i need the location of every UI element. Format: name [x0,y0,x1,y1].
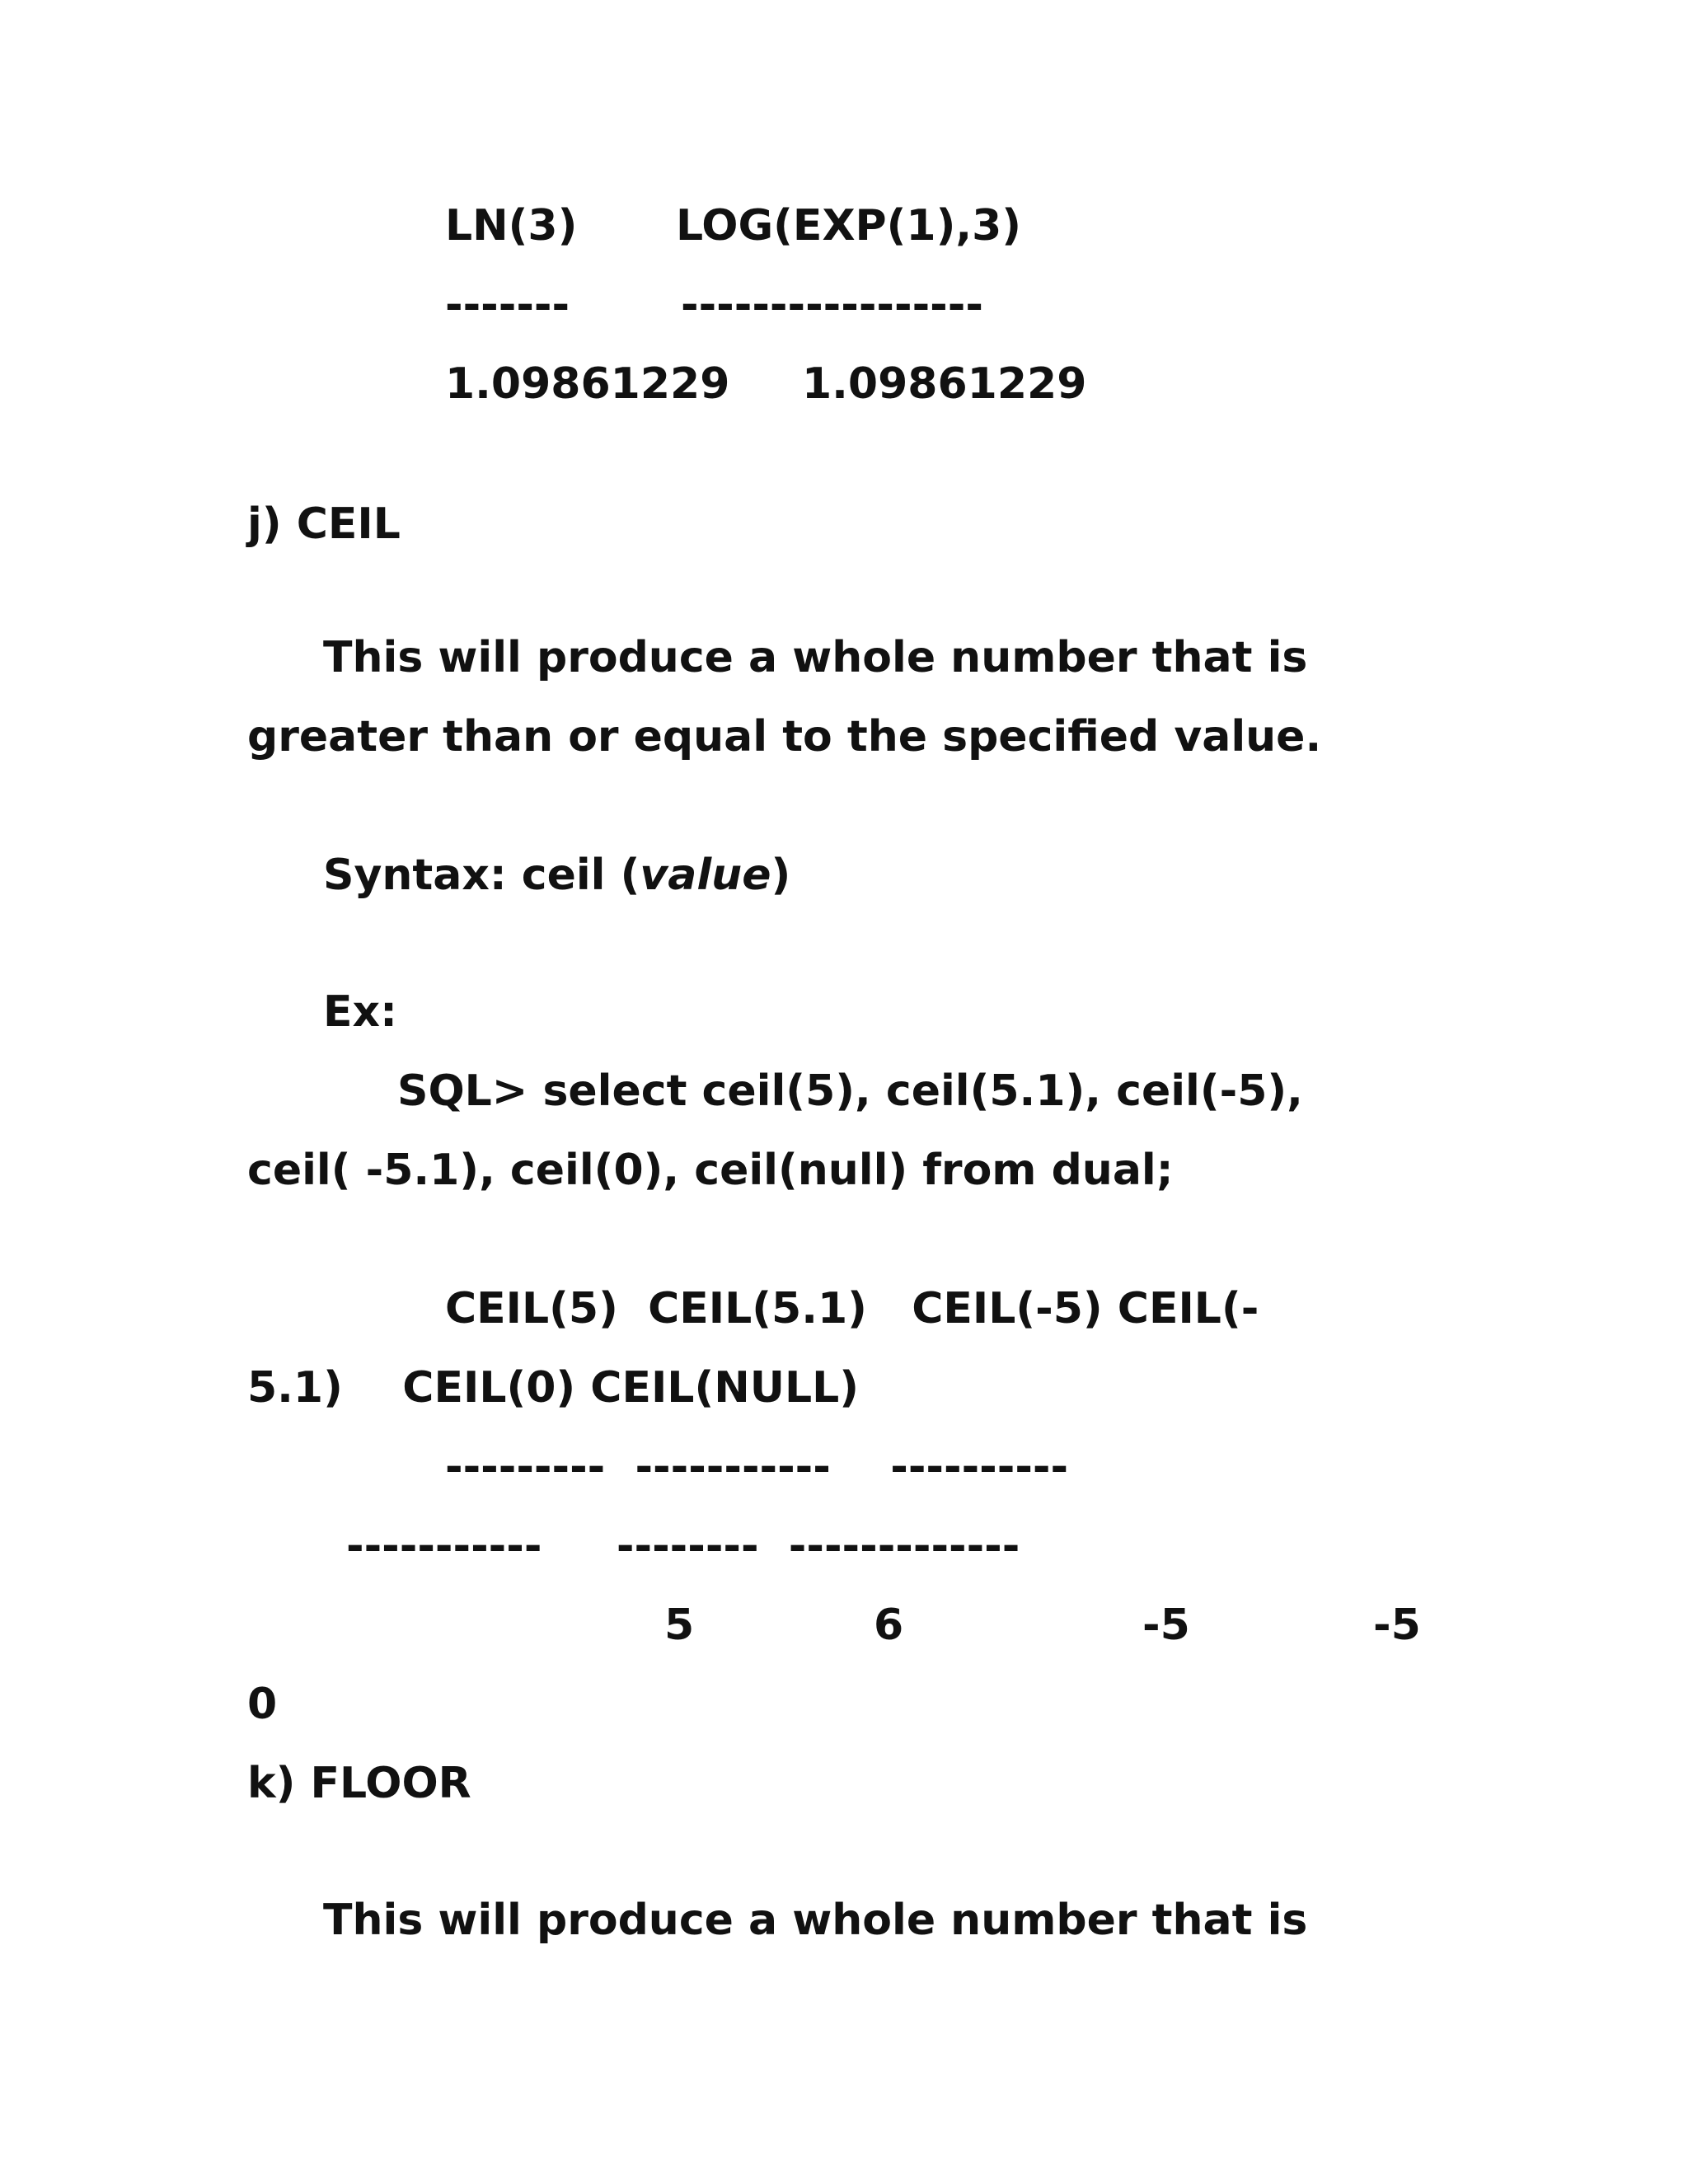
ln-column-header: LN(3) [445,201,578,251]
ceil-syntax [323,851,791,900]
ceil-description-line-1: This will produce a whole number that is [323,633,1308,682]
floor-heading: k) FLOOR [247,1759,471,1808]
log-column-dashes: ----------------- [681,280,983,330]
result-dashes-line-1: --------- ----------- ---------- [445,1442,1069,1492]
result-header-line-2: 5.1) CEIL(0) CEIL(NULL) [247,1363,859,1413]
syntax-suffix: ) [771,851,791,900]
ln-column-dashes: ------- [445,280,570,330]
syntax-argument: value [640,851,771,900]
sql-query-line-2: ceil( -5.1), ceil(0), ceil(null) from dual; [247,1146,1174,1195]
result-value-ceil-neg-5-1: -5 [1373,1601,1421,1650]
ceil-heading: j) CEIL [247,499,401,549]
result-value-ceil-neg-5: -5 [1142,1601,1190,1650]
floor-description-line-1: This will produce a whole number that is [323,1896,1308,1945]
result-header-line-1: CEIL(5) CEIL(5.1) CEIL(-5) CEIL(- [445,1284,1259,1333]
ceil-description-line-2: greater than or equal to the specified value. [247,712,1322,762]
syntax-prefix: Syntax: ceil ( [323,851,640,900]
ln-value: 1.09861229 [445,359,730,409]
result-value-ceil-5: 5 [664,1601,695,1650]
result-dashes-line-2: ----------- -------- ------------- [346,1521,1020,1571]
log-column-header: LOG(EXP(1),3) [676,201,1022,251]
sql-query-line-1: SQL> select ceil(5), ceil(5.1), ceil(-5), [397,1066,1303,1116]
example-label: Ex: [323,987,397,1037]
result-value-ceil-0: 0 [247,1680,278,1729]
result-value-ceil-5-1: 6 [874,1601,904,1650]
log-value: 1.09861229 [802,359,1087,409]
